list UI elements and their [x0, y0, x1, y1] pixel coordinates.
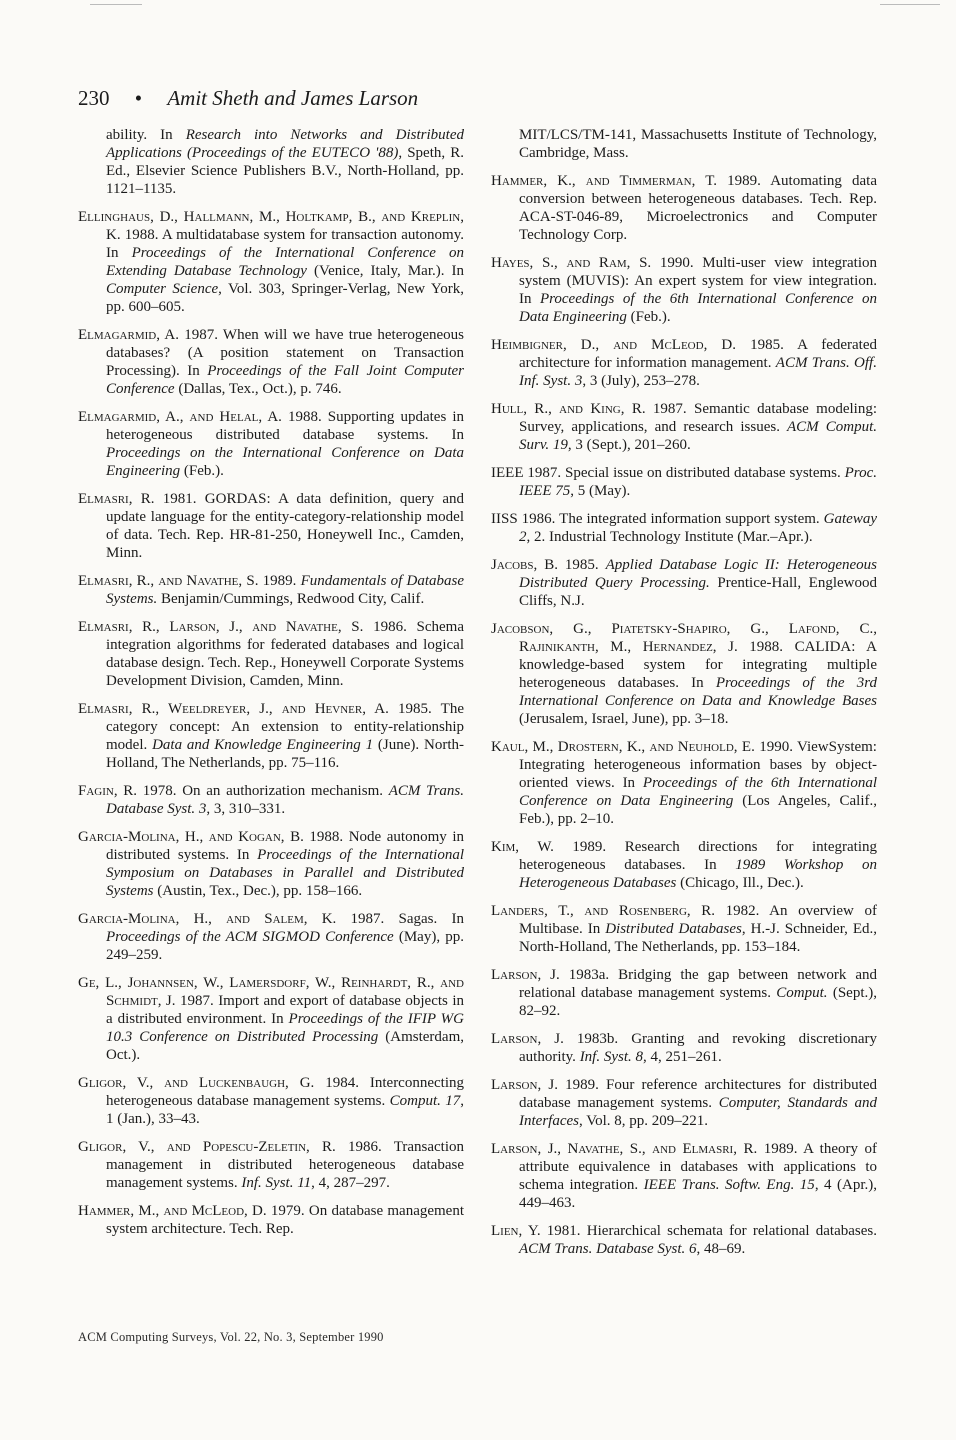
reference-text: 1989. Automating data conversion between heterogeneous databases. Tech. Rep. ACA-ST-046-89, Microelectronics and Computer Technology Corp. — [519, 173, 877, 243]
reference-title: 1989 Workshop on Heterogeneous Databases — [519, 857, 877, 891]
reference-title: Proceedings of the 6th International Conference on Data Engineering — [519, 775, 877, 809]
reference-authors: IEEE — [491, 465, 524, 481]
reference-text: 1989. Four reference architectures for distributed database management systems. — [519, 1077, 877, 1111]
reference-entry — [78, 974, 464, 1064]
reference-text: 1985. A federated architecture for information management. — [519, 337, 877, 371]
reference-authors: Larson, J. — [491, 967, 560, 983]
reference-text: 1984. Interconnecting heterogeneous database management systems. — [106, 1075, 464, 1109]
reference-title: Computer Science — [106, 281, 219, 297]
reference-authors: Garcia-Molina, H., and Salem, K. — [78, 911, 337, 927]
reference-text: 1983a. Bridging the gap between network and relational database management systems. — [519, 967, 877, 1001]
reference-text: , 3 (Sept.), 201–260. — [567, 437, 691, 453]
reference-text: , 48–69. — [696, 1241, 746, 1257]
reference-text: (Dallas, Tex., Oct.), p. 746. — [174, 381, 342, 397]
reference-text: (Jerusalem, Israel, June), pp. 3–18. — [519, 711, 729, 727]
reference-entry — [78, 572, 464, 608]
reference-entry — [78, 408, 464, 480]
reference-entry — [491, 1076, 877, 1130]
reference-title: Gateway 2 — [519, 511, 877, 545]
running-header — [78, 86, 418, 111]
reference-title: ACM Trans. Database Syst. 3 — [106, 783, 464, 817]
reference-text: (Amsterdam, Oct.). — [106, 1029, 464, 1063]
reference-authors: Landers, T., and Rosenberg, R. — [491, 903, 716, 919]
references-right-column — [491, 126, 877, 1268]
reference-text: (Chicago, Ill., Dec.). — [676, 875, 804, 891]
reference-text: 1978. On an authorization mechanism. — [137, 783, 389, 799]
reference-title: Proceedings of the 6th International Conference on Data Engineering — [519, 291, 877, 325]
reference-title: Applied Database Logic II: Heterogeneous Distributed Query Processing. — [519, 557, 877, 591]
reference-entry — [78, 326, 464, 398]
reference-title: IEEE Trans. Softw. Eng. 15 — [643, 1177, 815, 1193]
reference-text: Benjamin/Cummings, Redwood City, Calif. — [157, 591, 425, 607]
reference-authors: Ge, L., Johannsen, W., Lamersdorf, W., Reinhardt, R., and Schmidt, J. — [78, 975, 464, 1009]
reference-text: 1988. A multidatabase system for transaction autonomy. In — [106, 227, 464, 261]
reference-text: 1987. Import and export of database objects in a distributed environment. In — [106, 993, 464, 1027]
reference-text: 1990. ViewSystem: Integrating heterogeneous information bases by object-oriented views. In — [519, 739, 877, 791]
reference-entry — [491, 464, 877, 500]
reference-entry — [78, 910, 464, 964]
reference-authors: Larson, J. — [491, 1031, 564, 1047]
reference-text: 1987. When will we have true heterogeneous databases? (A position statement on Transaction Processing). In — [106, 327, 464, 379]
reference-entry — [78, 208, 464, 316]
reference-title: ACM Trans. Off. Inf. Syst. 3 — [519, 355, 877, 389]
reference-entry — [78, 1202, 464, 1238]
journal-footer: ACM Computing Surveys, Vol. 22, No. 3, September 1990 — [78, 1330, 384, 1344]
reference-entry — [491, 1140, 877, 1212]
reference-text: 1982. An overview of Multibase. In — [519, 903, 877, 937]
reference-entry — [491, 1222, 877, 1258]
reference-text: , 2. Industrial Technology Institute (Mar.–Apr.). — [526, 529, 813, 545]
reference-title: Proceedings of the IFIP WG 10.3 Conference on Distributed Processing — [106, 1011, 464, 1045]
reference-authors: Fagin, R. — [78, 783, 138, 799]
reference-text: 1983b. Granting and revoking discretionary authority. — [519, 1031, 877, 1065]
reference-text: 1986. The integrated information support system. — [517, 511, 824, 527]
reference-text: 1986. Schema integration algorithms for federated databases and logical database design. Tech. Rep., Honeywell Corporate Systems Development Division, Camden, Minn. — [106, 619, 465, 689]
reference-continuation — [491, 126, 877, 162]
reference-text: (Austin, Tex., Dec.), pp. 158–166. — [153, 883, 363, 899]
header-authors: Amit Sheth and James Larson — [167, 86, 419, 110]
reference-entry — [491, 254, 877, 326]
reference-text: 1985. The category concept: An extension to entity-relationship model. — [106, 701, 464, 753]
reference-authors: Elmasri, R., and Navathe, S. — [78, 573, 259, 589]
reference-text: (May), pp. 249–259. — [106, 929, 464, 963]
reference-authors: Lien, Y. — [491, 1223, 541, 1239]
reference-authors: Elmasri, R., Larson, J., and Navathe, S. — [78, 619, 364, 635]
reference-authors: Larson, J. — [491, 1077, 558, 1093]
reference-text: (Los Angeles, Calif., Feb.), pp. 2–10. — [519, 793, 877, 827]
reference-authors: IISS — [491, 511, 518, 527]
reference-text: , 4, 287–297. — [311, 1175, 390, 1191]
reference-text: , 3 (July), 253–278. — [582, 373, 700, 389]
reference-title: Comput. — [776, 985, 828, 1001]
reference-text: Prentice-Hall, Englewood Cliffs, N.J. — [519, 575, 877, 609]
reference-title: Proceedings on the International Conference on Data Engineering — [106, 445, 464, 479]
reference-text: 1985. — [557, 557, 606, 573]
reference-entry — [491, 336, 877, 390]
reference-text: , H.-J. Schneider, Ed., North-Holland, The Netherlands, pp. 153–184. — [519, 921, 877, 955]
reference-continuation — [78, 126, 464, 198]
reference-entry — [491, 738, 877, 828]
reference-text: , 3, 310–331. — [206, 801, 286, 817]
page-number: 230 — [78, 86, 110, 110]
reference-authors: Ellinghaus, D., Hallmann, M., Holtkamp, B., and Kreplin, K. — [78, 209, 464, 243]
reference-title: ACM Comput. Surv. 19 — [519, 419, 877, 453]
reference-authors: Kim, W. — [491, 839, 554, 855]
reference-authors: Hammer, M., and McLeod, D. — [78, 1203, 267, 1219]
reference-title: Proc. IEEE 75 — [519, 465, 877, 499]
reference-title: Comput. 17 — [389, 1093, 461, 1109]
reference-authors: Hammer, K., and Timmerman, T. — [491, 173, 717, 189]
reference-entry — [78, 1138, 464, 1192]
reference-authors: Kaul, M., Drostern, K., and Neuhold, E. — [491, 739, 755, 755]
reference-text: , Vol. 303, Springer-Verlag, New York, pp. 600–605. — [106, 281, 464, 315]
reference-entry — [491, 966, 877, 1020]
reference-title: Proceedings of the 3rd International Conference on Data and Knowledge Bases — [519, 675, 877, 709]
reference-title: Computer, Standards and Interfaces — [519, 1095, 877, 1129]
reference-text: , Vol. 8, pp. 209–221. — [578, 1113, 709, 1129]
reference-entry — [491, 620, 877, 728]
reference-title: Inf. Syst. 11 — [241, 1175, 312, 1191]
reference-text: 1988. Supporting updates in heterogeneous distributed database systems. In — [106, 409, 464, 443]
reference-text: (Feb.). — [180, 463, 224, 479]
reference-authors: Elmagarmid, A., and Helal, A. — [78, 409, 282, 425]
reference-authors: Elmasri, R., Weeldreyer, J., and Hevner, A. — [78, 701, 389, 717]
reference-entry — [491, 510, 877, 546]
reference-entry — [491, 400, 877, 454]
reference-text: MIT/LCS/TM-141, Massachusetts Institute of Technology, Cambridge, Mass. — [519, 127, 877, 161]
reference-text: 1989. — [258, 573, 301, 589]
reference-text: 1981. GORDAS: A data definition, query and update language for the entity-category-relationship model of data. Tech. Rep. HR-81-250, Honeywell Inc., Camden, Minn. — [106, 491, 464, 561]
reference-entry — [78, 618, 464, 690]
reference-entry — [491, 838, 877, 892]
reference-authors: Jacobson, G., Piatetsky-Shapiro, G., Lafond, C., Rajinikanth, M., Hernandez, J. — [491, 621, 877, 655]
reference-entry — [78, 1074, 464, 1128]
reference-entry — [78, 700, 464, 772]
header-separator: • — [134, 86, 143, 110]
reference-text: , 1 (Jan.), 33–43. — [106, 1093, 464, 1127]
reference-entry — [78, 490, 464, 562]
reference-authors: Elmasri, R. — [78, 491, 155, 507]
reference-title: Inf. Syst. 8 — [579, 1049, 644, 1065]
reference-text: 1989. Research directions for integrating heterogeneous databases. In — [519, 839, 877, 873]
reference-text: , 4 (Apr.), 449–463. — [519, 1177, 877, 1211]
reference-entry — [491, 902, 877, 956]
reference-text: 1990. Multi-user view integration system (MUVIS): An expert system for view integration. In — [519, 255, 878, 307]
reference-title: Fundamentals of Database Systems. — [106, 573, 464, 607]
reference-text: 1987. Sagas. In — [336, 911, 464, 927]
reference-text: , 4, 251–261. — [643, 1049, 722, 1065]
reference-text: ability. In — [106, 127, 186, 143]
reference-authors: Gligor, V., and Popescu-Zeletin, R. — [78, 1139, 336, 1155]
scan-artifact-line — [880, 4, 940, 5]
reference-text: (Sept.), 82–92. — [519, 985, 877, 1019]
reference-entry — [78, 782, 464, 818]
reference-authors: Jacobs, B. — [491, 557, 558, 573]
reference-authors: Gligor, V., and Luckenbaugh, G. — [78, 1075, 315, 1091]
reference-entry — [78, 828, 464, 900]
reference-entry — [491, 556, 877, 610]
reference-authors: Hayes, S., and Ram, S. — [491, 255, 652, 271]
references-left-column — [78, 126, 464, 1248]
reference-text: (Venice, Italy, Mar.). In — [306, 263, 464, 279]
reference-authors: Heimbigner, D., and McLeod, D. — [491, 337, 736, 353]
reference-title: Proceedings of the ACM SIGMOD Conference — [106, 929, 394, 945]
reference-text: 1988. Node autonomy in distributed systems. In — [106, 829, 464, 863]
reference-text: , 5 (May). — [570, 483, 631, 499]
reference-text: 1987. Special issue on distributed database systems. — [523, 465, 845, 481]
reference-text: 1987. Semantic database modeling: Survey, applications, and research issues. — [519, 401, 877, 435]
reference-authors: Garcia-Molina, H., and Kogan, B. — [78, 829, 304, 845]
reference-text: , Speth, R. Ed., Elsevier Science Publishers B.V., North-Holland, pp. 1121–1135. — [106, 145, 464, 197]
scan-artifact-line — [90, 4, 142, 5]
reference-text: 1988. CALIDA: A knowledge-based system for integrating multiple heterogeneous databases. In — [519, 639, 877, 691]
reference-title: Proceedings of the International Conference on Extending Database Technology — [106, 245, 464, 279]
reference-authors: Hull, R., and King, R. — [491, 401, 646, 417]
reference-text: (Feb.). — [626, 309, 671, 325]
reference-title: Data and Knowledge Engineering 1 — [152, 737, 374, 753]
reference-entry — [491, 172, 877, 244]
reference-authors: Elmagarmid, A. — [78, 327, 179, 343]
reference-text: 1981. Hierarchical schemata for relational databases. — [540, 1223, 877, 1239]
reference-title: Distributed Databases — [605, 921, 742, 937]
reference-authors: Larson, J., Navathe, S., and Elmasri, R. — [491, 1141, 758, 1157]
reference-text: 1986. Transaction management in distributed heterogeneous database management systems. — [106, 1139, 464, 1191]
reference-entry — [491, 1030, 877, 1066]
reference-title: ACM Trans. Database Syst. 6 — [519, 1241, 697, 1257]
reference-title: Proceedings of the Fall Joint Computer Conference — [106, 363, 464, 397]
reference-text: 1989. A theory of attribute equivalence in databases with applications to schema integration. — [519, 1141, 877, 1193]
reference-text: (June). North-Holland, The Netherlands, pp. 75–116. — [106, 737, 464, 771]
reference-text: 1979. On database management system architecture. Tech. Rep. — [106, 1203, 464, 1237]
reference-title: Research into Networks and Distributed Applications (Proceedings of the EUTECO '88) — [106, 127, 464, 161]
reference-title: Proceedings of the International Symposium on Databases in Parallel and Distributed Systems — [106, 847, 464, 899]
